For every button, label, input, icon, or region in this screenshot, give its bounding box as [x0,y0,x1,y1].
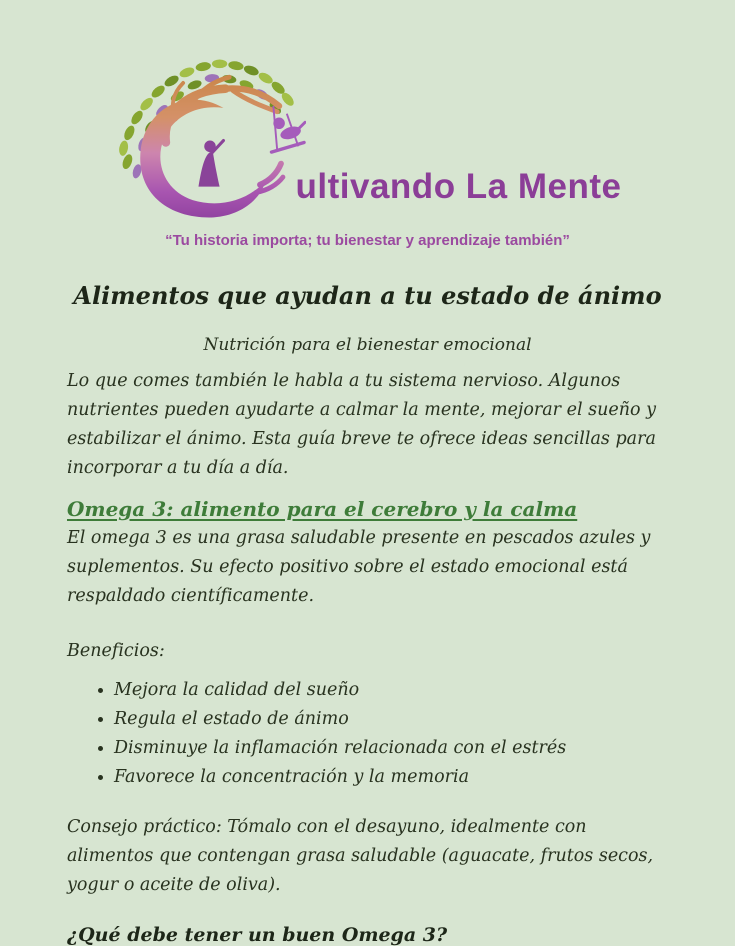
omega3-section-body: El omega 3 es una grasa saludable presente en pescados azules y suplementos. Su efecto positivo sobre el estado emocional está respaldado científicamente. [67,527,651,606]
intro-paragraph: Lo que comes también le habla a tu sistema nervioso. Algunos nutrientes pueden ayudarte a calmar la mente, mejorar el sueño y estabilizar el ánimo. Esta guía breve te ofrece ideas sencillas para incorporar a tu día a día. [67,370,656,478]
benefit-item: • Favorece la concentración y la memoria [114,767,668,787]
benefits-list [67,680,668,787]
logo-header [0,0,735,249]
benefit-item: • Mejora la calidad del sueño [114,680,668,700]
benefit-item: • Regula el estado de ánimo [114,709,668,729]
benefit-item: • Disminuye la inflamación relacionada con el estrés [114,738,668,758]
practical-tip-paragraph: Consejo práctico: Tómalo con el desayuno, idealmente con alimentos que contengan grasa saludable (aguacate, frutos secos, yogur o aceite de oliva). [67,816,654,895]
omega3-section-heading: Omega 3: alimento para el cerebro y la calma [67,496,578,521]
tree-swing-logo-icon [114,58,306,226]
page-title: Alimentos que ayudan a tu estado de ánimo [73,281,662,310]
page-subtitle: Nutrición para el bienestar emocional [203,334,532,355]
omega3-question-heading: ¿Qué debe tener un buen Omega 3? [67,923,448,946]
child-silhouette [198,141,223,187]
brand-wordmark: ultivando La Mente [295,167,622,206]
benefits-label: Beneficios: [67,640,165,661]
article-content [0,282,735,946]
brand-tagline: “Tu historia importa; tu bienestar y aprendizaje también” [165,232,570,249]
logo-row [0,0,735,226]
